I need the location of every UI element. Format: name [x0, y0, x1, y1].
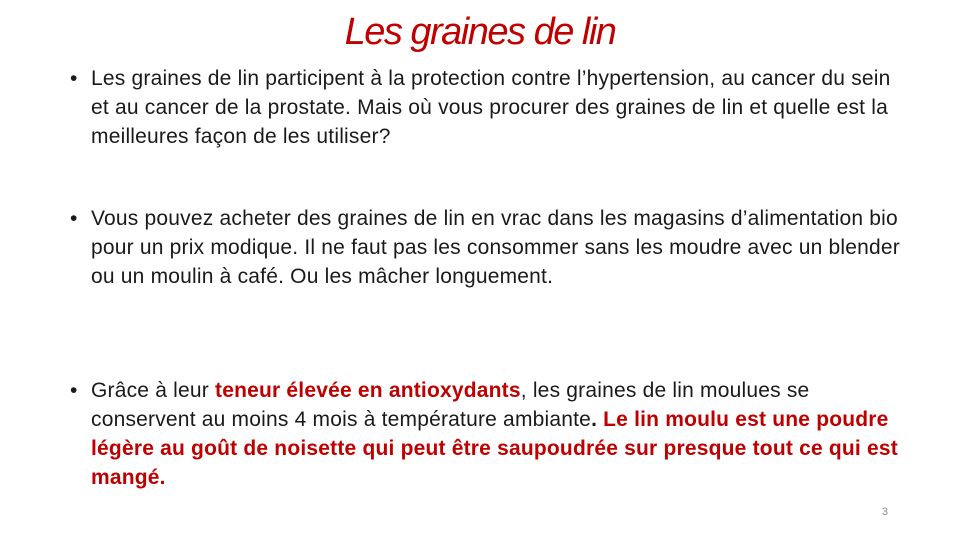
bullet-icon: • [70, 67, 78, 90]
page-number: 3 [881, 506, 888, 518]
bullet-icon: • [70, 207, 78, 230]
bullet-icon: • [70, 379, 78, 402]
slide-title: Les graines de lin [344, 11, 616, 53]
bullet-text-1: Les graines de lin participent à la protection contre l’hypertension, au cancer du sein et au cancer de la prostate. Mais où vous procurer des graines de lin et quelle est la meilleures façon de les utiliser? [91, 67, 891, 148]
bullet-item-2 [70, 204, 900, 291]
bullet-text-3-period: . [591, 408, 598, 431]
bullet-text-2: Vous pouvez acheter des graines de lin en vrac dans les magasins d’alimentation bio pour un prix modique. Il ne faut pas les consommer sans les moudre avec un blender ou un moulin à café. Ou les mâcher longuement. [91, 207, 900, 288]
bullet-text-3-highlight-antioxidants: teneur élevée en antioxydants [215, 379, 521, 402]
bullet-text-3-part1: Grâce à leur [91, 379, 215, 402]
bullet-item-1 [70, 64, 900, 151]
bullet-text-3-part2: , les graines de lin moulues se conservent au moins 4 mois à température ambiante [91, 379, 810, 431]
bullet-item-3 [70, 376, 900, 492]
bullet-text-3-highlight-lin-moulu: Le lin moulu est une poudre légère au goût de noisette qui peut être saupoudrée sur presque tout ce qui est mangé. [91, 408, 898, 489]
